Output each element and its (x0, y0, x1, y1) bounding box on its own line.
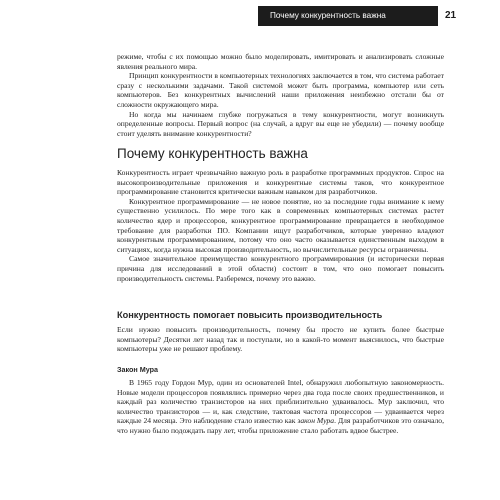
moore-text-before: В 1965 году Гордон Мур, один из основателей Intel, обнаружил любопытную закономерность. Новые модели процессоров появлялись примерно через два года после своих предшественников, и каждый раз количество транзисторов на них приблизительно удваивалось. Мур заключил, что количество транзисторов — и, как следствие, тактовая частота процессоров — удваивается через каждые 24 месяца. Это наблюдение стало известно как (117, 378, 444, 426)
subsection-heading: Конкурентность помогает повысить производительность (117, 310, 383, 320)
section-paragraph-3: Самое значительное преимущество конкурентного программирования (и исторически первая причина для исследований в этой области) состоит в том, что оно помогает повысить производительность системы. Разберемся, почему это важно. (117, 254, 444, 283)
intro-paragraph-2: Принцип конкурентности в компьютерных технологиях заключается в том, что система работает сразу с несколькими задачами. Такой системой может быть программа, компьютер или сеть компьютеров. Без конкурентных вычислений наши приложения неизбежно отстали бы от сложности окружающего мира. (117, 71, 444, 109)
section-paragraph-1: Конкурентность играет чрезвычайно важную роль в разработке программных продуктов. Спрос на высокопроизводительные приложения и конкурентные системы таков, что конкурентное программирование становится критически важным навыком для разработчиков. (117, 168, 444, 197)
moore-law-paragraph (117, 378, 444, 436)
moore-law-term: закон Мура (297, 416, 335, 426)
subsection-block (117, 325, 444, 354)
intro-paragraph-1: режиме, чтобы с их помощью можно было моделировать, имитировать и анализировать сложные явления реального мира. (117, 52, 444, 71)
page-number: 21 (445, 10, 457, 21)
moore-law-block (117, 378, 444, 436)
intro-paragraph-3: Но когда мы начинаем глубже погружаться в тему конкурентности, могут возникнуть определенные вопросы. Первый вопрос (на случай, а вдруг вы еще не убедили) — почему вообще стоит уделять внимание конкурентности? (117, 109, 444, 138)
section-paragraph-2: Конкурентное программирование — не новое понятие, но за последние годы внимание к нему существенно усилилось. По мере того как в современных компьютерных системах растет количество ядер и процессоров, конкурентное программирование превращается в необходимое требование для разработки ПО. Компании ищут разработчиков, которые уверенно владеют конкурентным программированием, потому что оно часто оказывается единственным выходом в ситуациях, когда нужна высокая производительность, но вычислительные ресурсы ограничены. (117, 196, 444, 254)
moore-text-after: . Для разработчиков это означало, что нужно было подождать пару лет, чтобы приложение стало работать вдвое быстрее. (117, 416, 444, 435)
intro-block (117, 52, 444, 138)
section-block (117, 168, 444, 283)
running-header: Почему конкурентность важна (258, 6, 438, 26)
subsection-paragraph-1: Если нужно повысить производительность, почему бы просто не купить более быстрые компьютеры? Десятки лет назад так и поступали, но в какой-то момент выяснилось, что быстрые компьютеры уже не решают проблему. (117, 325, 444, 354)
moore-law-heading: Закон Мура (117, 365, 159, 374)
section-heading: Почему конкурентность важна (117, 146, 308, 161)
